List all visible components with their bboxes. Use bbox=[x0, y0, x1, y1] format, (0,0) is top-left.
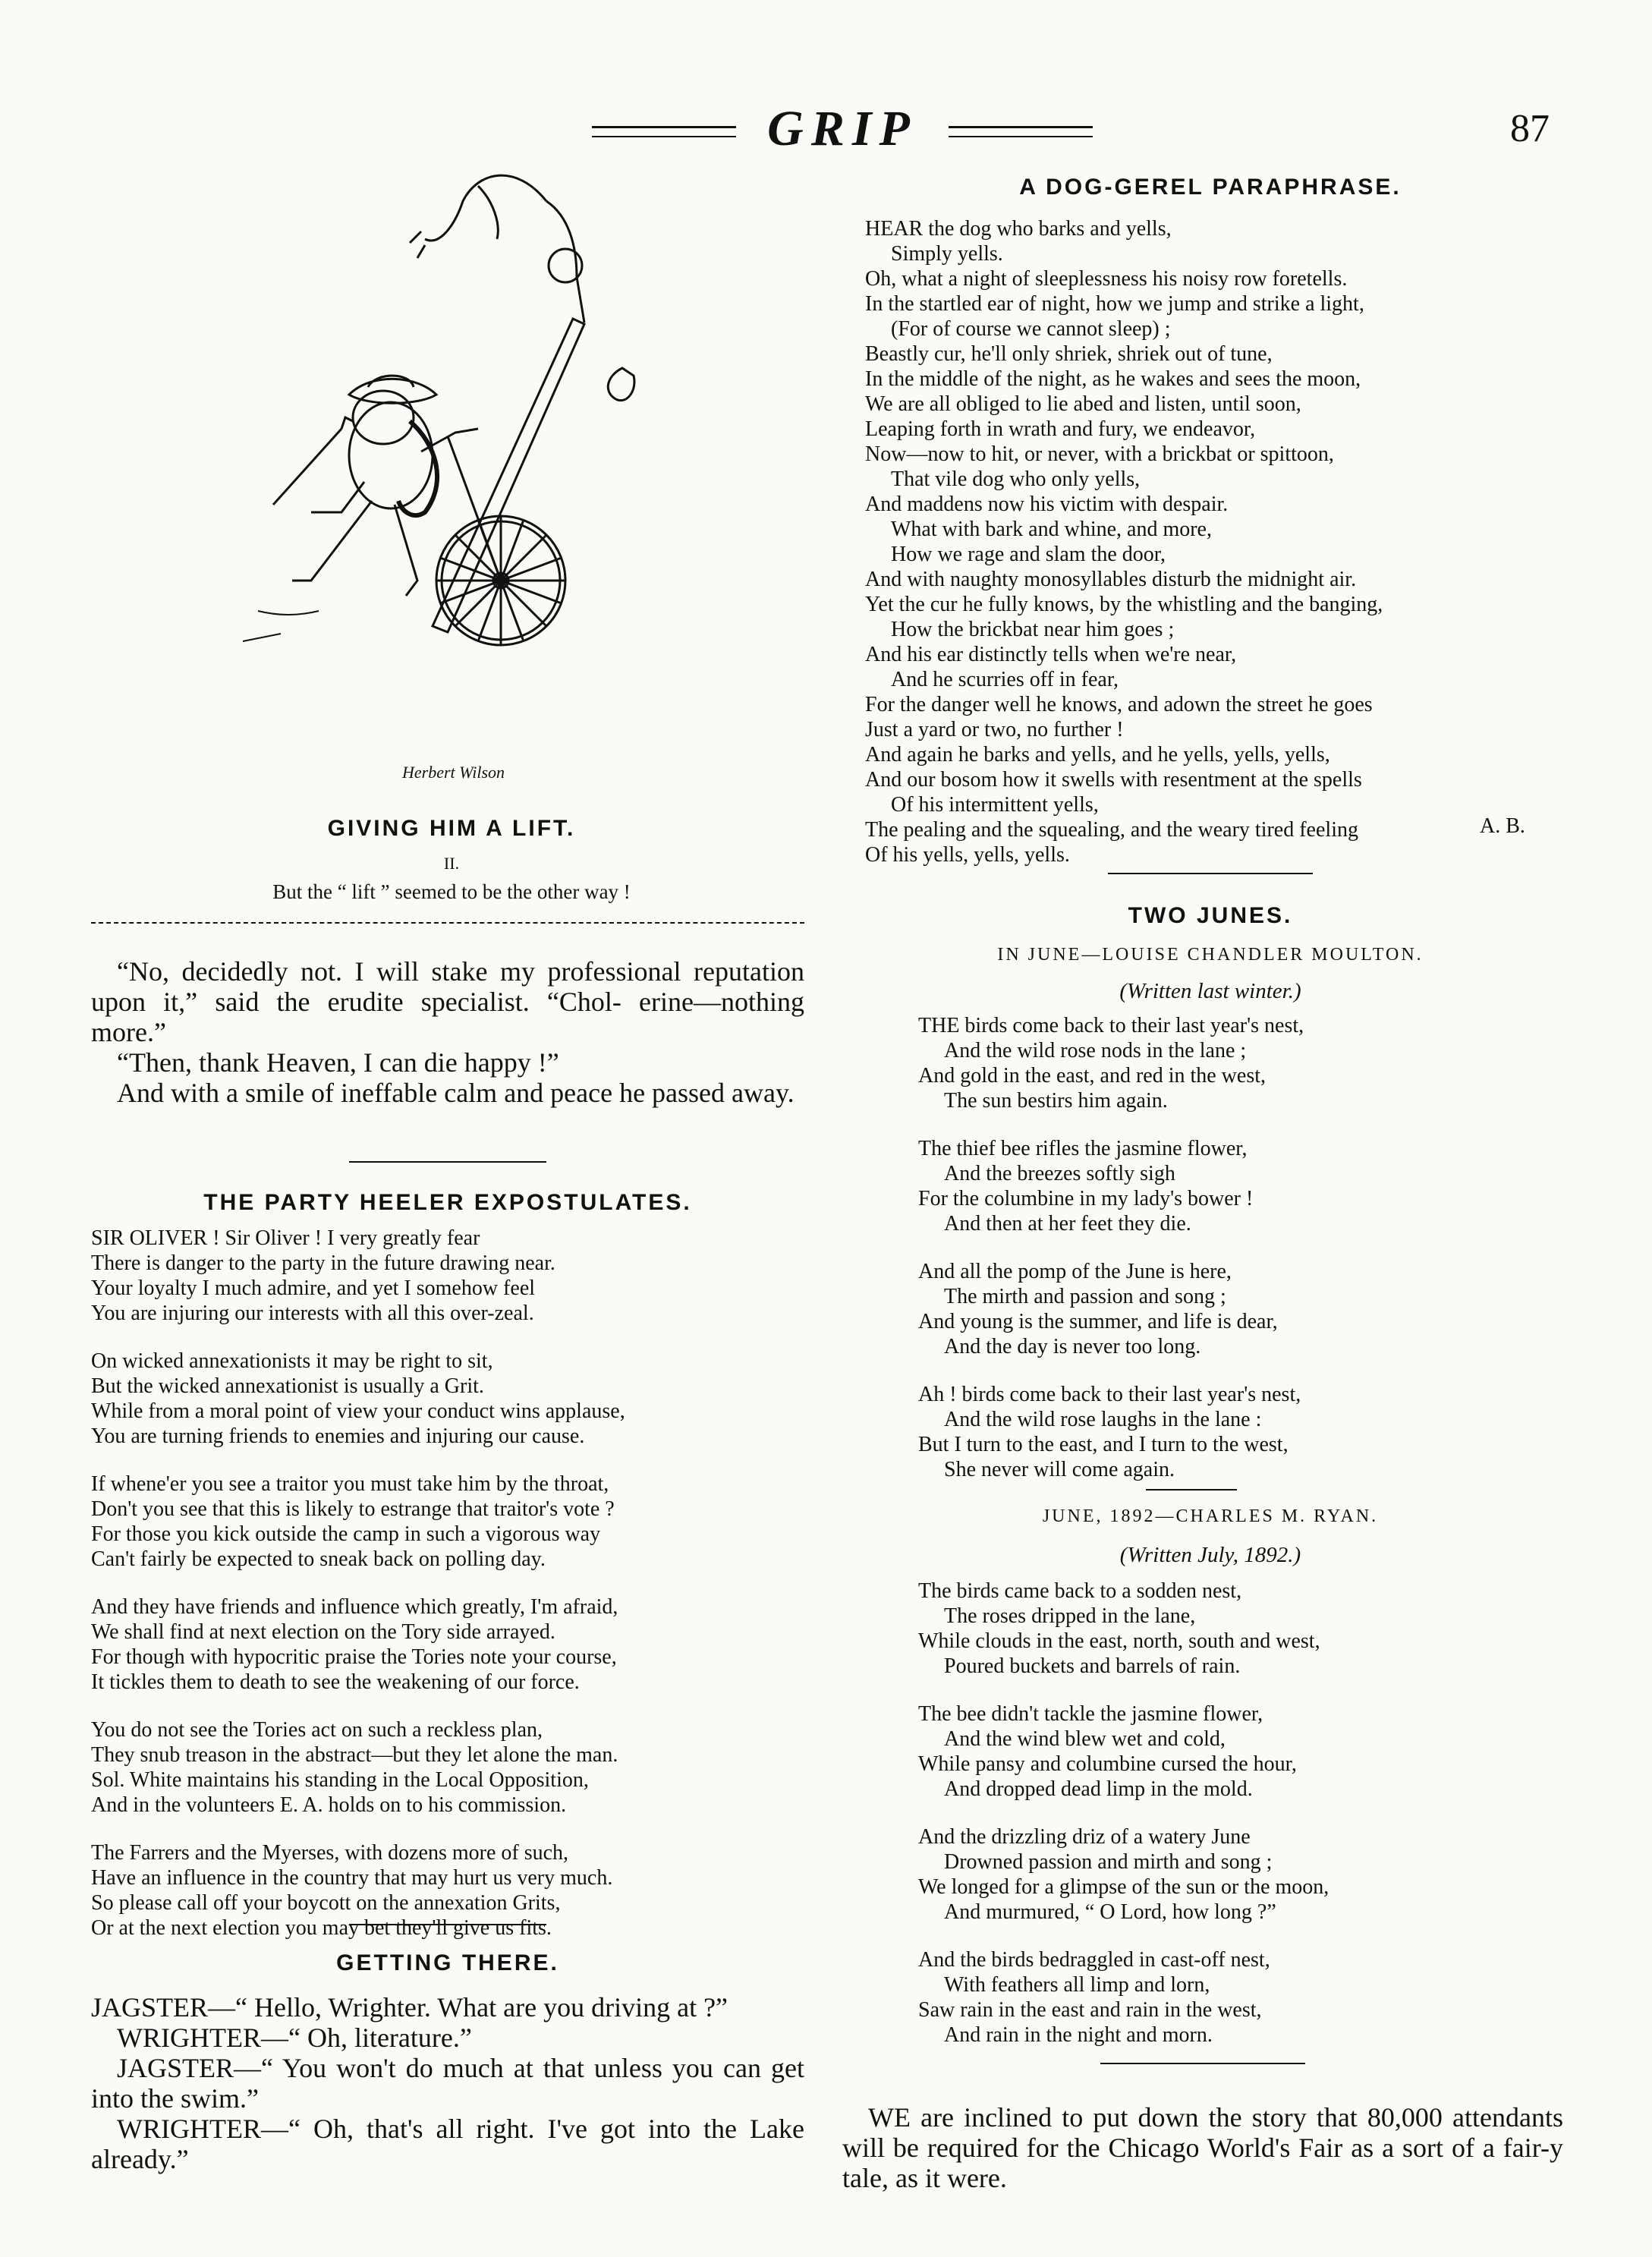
poem-line: And gold in the east, and red in the west, bbox=[918, 1064, 1267, 1088]
divider bbox=[91, 922, 804, 924]
poem-line: Now—now to hit, or never, with a brickbat or spittoon, bbox=[865, 442, 1334, 466]
poem-line: She never will come again. bbox=[944, 1458, 1175, 1481]
dialogue-line: WRIGHTER—“ Oh, that's all right. I've got into the Lake already.” bbox=[91, 2114, 804, 2174]
poem-line: And the day is never too long. bbox=[944, 1335, 1201, 1358]
poem-line: What with bark and whine, and more, bbox=[891, 518, 1212, 541]
poem-line: For though with hypocritic praise the Tories note your course, bbox=[91, 1645, 617, 1669]
getting-there-title: GETTING THERE. bbox=[336, 1950, 559, 1975]
poem-line: And the drizzling driz of a watery June bbox=[918, 1825, 1251, 1849]
poem-line: It tickles them to death to see the weakening of our force. bbox=[91, 1670, 580, 1694]
poem-line: Beastly cur, he'll only shriek, shriek out of tune, bbox=[865, 342, 1273, 366]
stanza bbox=[91, 1840, 812, 1941]
poem-line: While pansy and columbine cursed the hour, bbox=[918, 1752, 1297, 1776]
poem-line: Saw rain in the east and rain in the west, bbox=[918, 1998, 1262, 2022]
poem-line: Your loyalty I much admire, and yet I somehow feel bbox=[91, 1276, 536, 1300]
poem-line: And the birds bedraggled in cast-off nest, bbox=[918, 1948, 1270, 1972]
masthead-title: GRIP bbox=[767, 101, 917, 156]
poem-line: We are all obliged to lie abed and listen, until soon, bbox=[865, 392, 1301, 416]
poem-line: And young is the summer, and life is dear, bbox=[918, 1310, 1278, 1333]
poem-line: SIR OLIVER ! Sir Oliver ! I very greatly fear bbox=[91, 1226, 480, 1250]
divider bbox=[349, 1924, 546, 1925]
party-heeler-title: THE PARTY HEELER EXPOSTULATES. bbox=[203, 1190, 692, 1215]
poem-line: Leaping forth in wrath and fury, we endeavor, bbox=[865, 417, 1256, 441]
stanza bbox=[918, 1947, 1563, 2048]
poem-line: Have an influence in the country that may hurt us very much. bbox=[91, 1866, 613, 1890]
getting-there-dialogue bbox=[91, 1992, 804, 2174]
poem-line: So please call off your boycott on the annexation Grits, bbox=[91, 1891, 561, 1915]
poem-line: The roses dripped in the lane, bbox=[944, 1604, 1196, 1628]
poem-line: We shall find at next election on the Tory side arrayed. bbox=[91, 1620, 555, 1644]
poem-line: There is danger to the party in the future drawing near. bbox=[91, 1251, 555, 1275]
poem-line: And rain in the night and morn. bbox=[944, 2023, 1213, 2047]
stanza bbox=[91, 1472, 812, 1572]
poem-line: How the brickbat near him goes ; bbox=[891, 618, 1175, 641]
poem-line: While clouds in the east, north, south and west, bbox=[918, 1629, 1320, 1653]
poem-line: If whene'er you see a traitor you must take him by the throat, bbox=[91, 1472, 609, 1496]
poem-line: We longed for a glimpse of the sun or the moon, bbox=[918, 1875, 1329, 1899]
poem-line: And the breezes softly sigh bbox=[944, 1162, 1175, 1185]
worlds-fair-paragraph bbox=[842, 2102, 1563, 2193]
masthead-rule-right bbox=[949, 126, 1093, 137]
poem-line: The sun bestirs him again. bbox=[944, 1089, 1168, 1113]
poem-line: On wicked annexationists it may be right to sit, bbox=[91, 1349, 493, 1373]
masthead-rule-left bbox=[592, 126, 736, 137]
poem-line: And the wind blew wet and cold, bbox=[944, 1727, 1226, 1751]
part2-subheading: (Written July, 1892.) bbox=[1119, 1543, 1301, 1567]
paragraph: And with a smile of ineffable calm and peace he passed away. bbox=[117, 1078, 795, 1108]
poem-line: Simply yells. bbox=[891, 242, 1003, 266]
poem-line: And the wild rose laughs in the lane : bbox=[944, 1408, 1262, 1431]
poem-line: Of his intermittent yells, bbox=[891, 793, 1099, 817]
poem-line: The Farrers and the Myerses, with dozens more of such, bbox=[91, 1841, 569, 1865]
page-number: 87 bbox=[1510, 107, 1550, 150]
stanza bbox=[918, 1382, 1563, 1482]
poem-line: And then at her feet they die. bbox=[944, 1212, 1191, 1236]
june-poem-1 bbox=[918, 1013, 1563, 1505]
poem-line: While from a moral point of view your conduct wins applause, bbox=[91, 1399, 625, 1423]
artist-signature: Herbert Wilson bbox=[402, 763, 505, 782]
party-heeler-poem bbox=[91, 1226, 812, 1963]
poem-line: Oh, what a night of sleeplessness his noisy row foretells. bbox=[865, 267, 1348, 291]
poem-line: And murmured, “ O Lord, how long ?” bbox=[944, 1900, 1276, 1924]
june-poem-2 bbox=[918, 1579, 1563, 2070]
poem-line: THE birds come back to their last year's nest, bbox=[918, 1014, 1304, 1037]
poem-line: The mirth and passion and song ; bbox=[944, 1285, 1226, 1308]
poem-line: Poured buckets and barrels of rain. bbox=[944, 1654, 1241, 1678]
poem-line: In the middle of the night, as he wakes and sees the moon, bbox=[865, 367, 1361, 391]
cartoon-drawing bbox=[228, 156, 653, 785]
divider bbox=[1108, 873, 1313, 874]
cartoon-illustration bbox=[228, 156, 653, 785]
cartoon-title: GIVING HIM A LIFT. bbox=[327, 816, 576, 841]
divider bbox=[1100, 2063, 1305, 2064]
poem-line: And dropped dead limp in the mold. bbox=[944, 1777, 1253, 1801]
poem-line: You are turning friends to enemies and injuring our cause. bbox=[91, 1424, 585, 1448]
poem-line: You are injuring our interests with all this over-zeal. bbox=[91, 1302, 534, 1325]
choler-story bbox=[91, 956, 804, 1108]
poem-line: And all the pomp of the June is here, bbox=[918, 1260, 1232, 1283]
poem-line: In the startled ear of night, how we jump and strike a light, bbox=[865, 292, 1364, 316]
stanza bbox=[91, 1226, 812, 1326]
poem-line: And again he barks and yells, and he yells, yells, yells, bbox=[865, 743, 1330, 766]
poem-line: Can't fairly be expected to sneak back on polling day. bbox=[91, 1547, 546, 1571]
stanza bbox=[918, 1824, 1563, 1925]
poem-line: They snub treason in the abstract—but they let alone the man. bbox=[91, 1743, 618, 1767]
poem-line: HEAR the dog who barks and yells, bbox=[865, 217, 1172, 241]
poem-line: For those you kick outside the camp in such a vigorous way bbox=[91, 1522, 601, 1546]
stanza bbox=[918, 1701, 1563, 1802]
poem-line: Sol. White maintains his standing in the Local Opposition, bbox=[91, 1768, 589, 1792]
poem-line: And they have friends and influence which greatly, I'm afraid, bbox=[91, 1595, 618, 1619]
poem-line: And he scurries off in fear, bbox=[891, 668, 1119, 691]
poem-line: But the wicked annexationist is usually a Grit. bbox=[91, 1374, 484, 1398]
cartoon-caption: But the “ lift ” seemed to be the other way ! bbox=[272, 880, 631, 903]
stanza bbox=[918, 1136, 1563, 1236]
two-junes-title: TWO JUNES. bbox=[1128, 903, 1293, 928]
paragraph: “Then, thank Heaven, I can die happy !” bbox=[117, 1047, 559, 1078]
poem-line: Don't you see that this is likely to estrange that traitor's vote ? bbox=[91, 1497, 615, 1521]
poem-line: How we rage and slam the door, bbox=[891, 543, 1166, 566]
poem-line: And maddens now his victim with despair. bbox=[865, 493, 1229, 516]
poem-line: And the wild rose nods in the lane ; bbox=[944, 1039, 1247, 1062]
dog-gerel-title: A DOG-GEREL PARAPHRASE. bbox=[1019, 175, 1402, 200]
poem-line: Of his yells, yells, yells. bbox=[865, 843, 1070, 867]
poem-line: Just a yard or two, no further ! bbox=[865, 718, 1124, 741]
part1-subheading: (Written last winter.) bbox=[1119, 979, 1301, 1003]
stanza bbox=[918, 1579, 1563, 1679]
poem-line: And his ear distinctly tells when we're near, bbox=[865, 643, 1237, 666]
poem-line: Yet the cur he fully knows, by the whistling and the banging, bbox=[865, 593, 1383, 616]
poem-line: With feathers all limp and lorn, bbox=[944, 1973, 1210, 1997]
poem-line: The pealing and the squealing, and the weary tired feeling bbox=[865, 818, 1358, 842]
stanza bbox=[91, 1594, 812, 1695]
masthead bbox=[592, 99, 1093, 159]
poem-line: The thief bee rifles the jasmine flower, bbox=[918, 1137, 1248, 1160]
poem-line: And with naughty monosyllables disturb the midnight air. bbox=[865, 568, 1357, 591]
divider bbox=[1146, 1489, 1237, 1491]
poem-line: The bee didn't tackle the jasmine flower, bbox=[918, 1702, 1263, 1726]
stanza bbox=[91, 1349, 812, 1449]
poem-line: For the columbine in my lady's bower ! bbox=[918, 1187, 1254, 1210]
dog-gerel-signature: A. B. bbox=[1480, 814, 1525, 838]
poem-line: Or at the next election you may bet they'll give us fits. bbox=[91, 1916, 552, 1940]
poem-line: And in the volunteers E. A. holds on to his commission. bbox=[91, 1793, 567, 1817]
poem-line: The birds came back to a sodden nest, bbox=[918, 1579, 1242, 1603]
poem-line: Ah ! birds come back to their last year's nest, bbox=[918, 1383, 1301, 1406]
stanza bbox=[918, 1013, 1563, 1113]
part2-heading: JUNE, 1892—CHARLES M. RYAN. bbox=[1042, 1506, 1379, 1526]
poem-line: You do not see the Tories act on such a reckless plan, bbox=[91, 1718, 543, 1742]
dialogue-line: JAGSTER—“ Hello, Wrighter. What are you driving at ?” bbox=[91, 1992, 728, 2022]
cartoon-numeral: II. bbox=[443, 854, 460, 873]
poem-line: For the danger well he knows, and adown the street he goes bbox=[865, 693, 1373, 716]
poem-line: That vile dog who only yells, bbox=[891, 467, 1141, 491]
stanza bbox=[918, 1259, 1563, 1359]
poem-line: But I turn to the east, and I turn to the west, bbox=[918, 1433, 1289, 1456]
dog-gerel-poem bbox=[865, 216, 1563, 867]
paragraph: WE are inclined to put down the story that 80,000 attendants will be required for the Chicago World's Fair as a sort of a fair-y tale, as it were. bbox=[842, 2102, 1563, 2193]
poem-line: And our bosom how it swells with resentment at the spells bbox=[865, 768, 1362, 792]
paragraph: “No, decidedly not. I will stake my professional reputation upon it,” said the erudite specialist. “Chol- erine—nothing more.” bbox=[91, 956, 804, 1047]
stanza bbox=[91, 1717, 812, 1818]
poem-line: (For of course we cannot sleep) ; bbox=[891, 317, 1171, 341]
dialogue-line: WRIGHTER—“ Oh, literature.” bbox=[117, 2022, 472, 2053]
poem-line: Drowned passion and mirth and song ; bbox=[944, 1850, 1273, 1874]
divider bbox=[349, 1161, 546, 1163]
part1-heading: IN JUNE—LOUISE CHANDLER MOULTON. bbox=[997, 945, 1424, 965]
dialogue-line: JAGSTER—“ You won't do much at that unless you can get into the swim.” bbox=[91, 2053, 804, 2114]
